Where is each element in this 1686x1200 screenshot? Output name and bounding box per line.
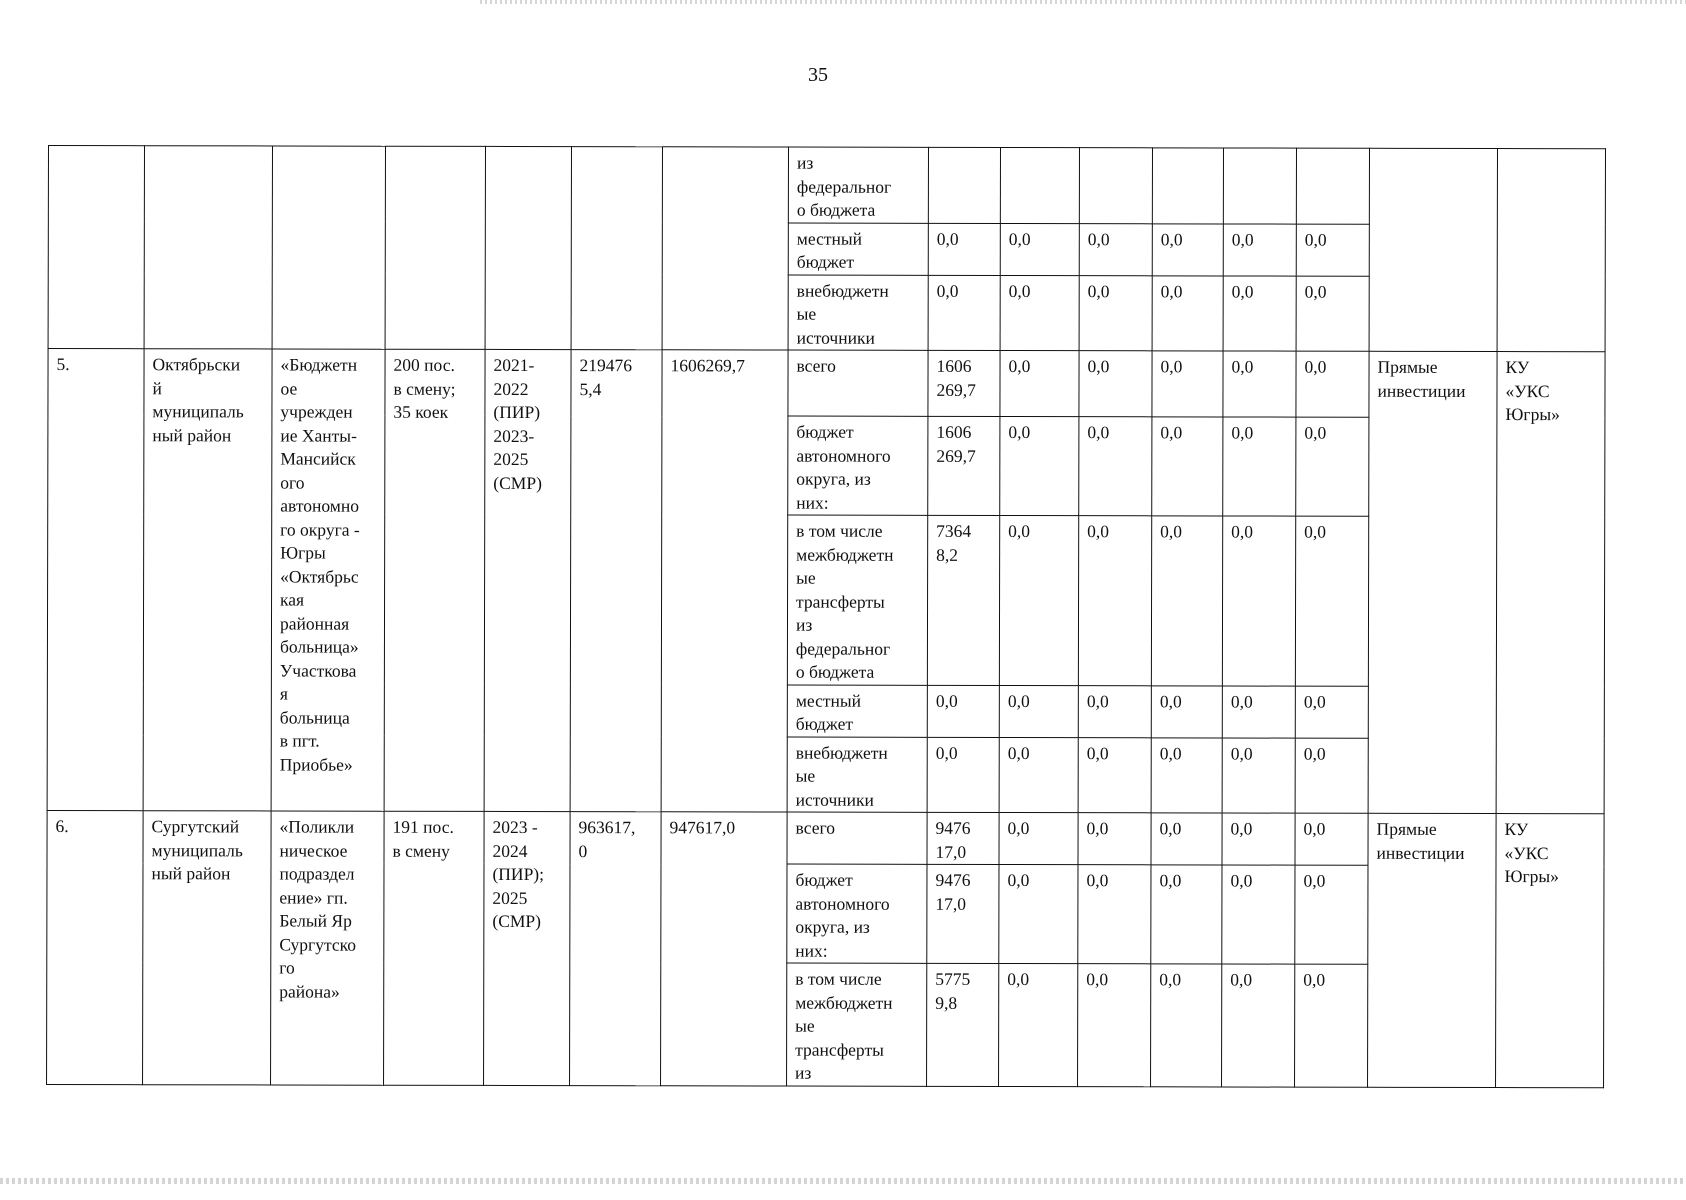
mechanism-cell-line: Прямые	[1377, 356, 1438, 377]
object-name-cell-line: Белый Яр	[279, 910, 352, 931]
amount-cell-part: 9476	[935, 817, 971, 838]
continued-empty-cell	[385, 146, 485, 349]
amount-cell: 0,0	[1223, 351, 1296, 417]
capacity-cell-line: 200 пос.	[393, 354, 455, 375]
continued-empty-cell	[48, 146, 144, 349]
continued-empty-cell	[1369, 148, 1497, 351]
customer-cell-line: «УКС	[1505, 380, 1550, 401]
remaining-cost-cell: 947617,0	[661, 812, 788, 1086]
estimated-cost-cell	[570, 812, 662, 1086]
period-cell	[484, 811, 571, 1085]
object-name-cell-line: ническое	[279, 839, 348, 861]
amount-cell	[927, 963, 999, 1086]
amount-cell: 0,0	[999, 963, 1078, 1086]
district-cell-line: Сургутский	[151, 816, 240, 837]
district-cell-line: муниципаль	[152, 401, 244, 422]
continued-empty-cell	[485, 146, 571, 349]
amount-cell: 0,0	[1078, 813, 1151, 865]
mechanism-cell	[1368, 351, 1497, 813]
object-name-cell-line: в пгт.	[279, 730, 320, 751]
capacity-cell-line: 35 коек	[393, 401, 449, 422]
remaining-cost-cell: 1606269,7	[661, 350, 788, 812]
scan-edge-top	[480, 0, 1686, 4]
continued-empty-cell	[662, 147, 788, 350]
customer-cell-line: «УКС	[1504, 842, 1549, 863]
object-name-cell-line: районная	[279, 612, 350, 634]
continued-empty-cell	[144, 146, 272, 349]
amount-cell: 0,0	[1000, 416, 1079, 515]
period-cell-line: 2021-	[493, 354, 535, 376]
funding-source-cell	[788, 416, 928, 515]
funding-source-cell-line: ые	[796, 303, 817, 324]
funding-source-cell-line: них:	[796, 492, 829, 513]
customer-cell-line: Югры»	[1505, 404, 1560, 425]
amount-cell: 0,0	[927, 737, 999, 813]
period-cell-line: 2022	[493, 378, 529, 399]
period-cell-line: (СМР)	[493, 472, 542, 493]
object-name-cell-line: ие Ханты-	[280, 424, 357, 446]
mechanism-cell-line: инвестиции	[1376, 842, 1465, 863]
table-row	[48, 146, 1605, 225]
amount-cell: 0,0	[1000, 275, 1079, 351]
period-cell-line: (ПИР)	[493, 401, 541, 423]
object-name-cell-line: больница	[279, 706, 350, 728]
amount-cell	[1152, 148, 1223, 224]
object-name-cell-line: ое	[280, 377, 298, 399]
district-cell	[143, 349, 272, 811]
amount-cell: 0,0	[1295, 813, 1368, 865]
amount-cell: 0,0	[1223, 417, 1296, 516]
funding-source-cell-line: округа, из	[796, 468, 871, 489]
amount-cell-part: 9,8	[935, 992, 958, 1013]
funding-source-cell-line: федеральног	[795, 638, 891, 659]
continued-empty-cell	[272, 146, 385, 349]
amount-cell	[928, 350, 1000, 416]
amount-cell: 0,0	[1078, 685, 1151, 737]
object-name-cell	[271, 349, 385, 811]
amount-cell: 0,0	[928, 223, 1000, 275]
estimated-cost-cell-line: 963617,	[578, 817, 636, 838]
funding-source-cell-line: бюджет	[795, 713, 854, 734]
object-name-cell-line: го округа -	[280, 518, 360, 540]
customer-cell	[1496, 814, 1605, 1088]
object-name-cell-line: Приобье»	[279, 753, 353, 775]
customer-cell-line: Югры»	[1504, 866, 1559, 887]
amount-cell: 0,0	[1151, 865, 1222, 964]
period-cell-line: 2023-	[493, 425, 535, 446]
funding-source-cell-line: из	[795, 614, 813, 635]
period-cell-line: 2025	[492, 887, 528, 908]
amount-cell: 0,0	[1151, 516, 1222, 686]
funding-source-cell-line: округа, из	[795, 916, 870, 937]
amount-cell: 0,0	[1222, 737, 1295, 813]
estimated-cost-cell-line: 0	[578, 840, 588, 861]
amount-cell: 0,0	[1079, 275, 1152, 351]
estimated-cost-cell-line: 219476	[579, 355, 633, 376]
object-name-cell-line: ого	[280, 471, 305, 493]
object-name-cell-line: Югры	[280, 542, 326, 563]
object-name-cell-line: Мансийск	[280, 448, 356, 469]
object-name-cell-line: больница»	[279, 636, 359, 657]
funding-source-cell-line: о бюджета	[795, 661, 875, 682]
amount-cell: 0,0	[1295, 865, 1368, 964]
mechanism-cell	[1368, 813, 1497, 1087]
funding-source-cell-line: автономного	[796, 445, 891, 466]
continued-empty-cell	[1497, 149, 1605, 352]
amount-cell: 0,0	[1223, 275, 1296, 351]
funding-source-cell	[787, 685, 927, 737]
row-number: 6.	[47, 810, 144, 1084]
amount-cell: 0,0	[1000, 350, 1079, 416]
funding-source-cell	[787, 864, 927, 963]
amount-cell: 0,0	[1295, 686, 1368, 738]
period-cell-line: 2024	[492, 840, 528, 861]
object-name-cell	[271, 811, 385, 1085]
amount-cell-part: 1606	[936, 355, 972, 376]
customer-cell-line: КУ	[1504, 819, 1529, 840]
amount-cell	[927, 812, 999, 864]
funding-source-cell-line: из	[795, 1062, 812, 1083]
row-number: 5.	[47, 349, 144, 811]
object-name-cell-line: «Поликли	[279, 816, 355, 837]
object-name-cell-line: я	[279, 683, 288, 704]
amount-cell	[927, 864, 999, 963]
funding-source-cell-line: ые	[796, 567, 816, 588]
estimated-cost-cell	[570, 350, 662, 812]
funding-source-cell	[788, 147, 928, 223]
amount-cell-part: 1606	[936, 421, 972, 442]
amount-cell: 0,0	[1078, 516, 1151, 686]
funding-source-cell-line: ые	[795, 1015, 815, 1036]
amount-cell: 0,0	[1151, 685, 1222, 737]
funding-source-cell-line: ые	[795, 765, 816, 786]
amount-cell: 0,0	[1152, 417, 1223, 516]
amount-cell: 0,0	[927, 685, 999, 737]
amount-cell: 0,0	[1078, 964, 1151, 1087]
amount-cell: 0,0	[1079, 223, 1152, 275]
capacity-cell-line: в смену;	[393, 378, 456, 399]
district-cell-line: Октябрьски	[152, 354, 241, 375]
amount-cell: 0,0	[1296, 224, 1369, 276]
amount-cell: 0,0	[1295, 516, 1368, 686]
amount-cell: 0,0	[999, 812, 1078, 864]
amount-cell: 0,0	[999, 515, 1078, 685]
customer-cell-line: КУ	[1505, 357, 1530, 378]
amount-cell: 0,0	[1222, 865, 1295, 964]
funding-source-cell-line: автономного	[795, 893, 890, 914]
district-cell-line: муниципаль	[151, 839, 243, 860]
funding-source-cell-line: в том числе	[796, 520, 883, 541]
funding-source-cell-line: всего	[795, 817, 835, 838]
period-cell-line: 2025	[493, 448, 529, 470]
funding-source-cell-line: источники	[796, 327, 875, 348]
amount-cell: 0,0	[1296, 351, 1369, 417]
funding-source-cell-line: федеральног	[796, 176, 892, 197]
funding-source-cell	[788, 350, 928, 416]
district-cell	[143, 811, 272, 1085]
funding-source-cell	[787, 737, 927, 813]
object-name-cell-line: кая	[280, 589, 305, 610]
amount-cell: 0,0	[1151, 737, 1222, 813]
funding-source-cell-line: местный	[796, 228, 863, 249]
amount-cell: 0,0	[928, 275, 1000, 351]
funding-source-cell-line: из	[796, 152, 814, 173]
district-cell-line: ный район	[151, 863, 231, 884]
amount-cell	[1079, 148, 1152, 224]
continued-empty-cell	[571, 147, 662, 350]
funding-source-cell-line: в том числе	[795, 968, 882, 989]
capacity-cell-line: в смену	[392, 840, 450, 861]
funding-source-cell-line: всего	[796, 355, 836, 376]
amount-cell: 0,0	[1151, 813, 1222, 865]
amount-cell: 0,0	[1000, 223, 1079, 275]
funding-source-cell-line: внебюджетн	[795, 742, 888, 763]
amount-cell: 0,0	[1222, 813, 1295, 865]
amount-cell: 0,0	[1295, 964, 1368, 1087]
capacity-cell	[384, 349, 485, 811]
amount-cell: 0,0	[999, 685, 1078, 737]
mechanism-cell-line: инвестиции	[1377, 380, 1466, 401]
amount-cell-part: 269,7	[936, 445, 976, 466]
amount-cell: 0,0	[1223, 223, 1296, 275]
period-cell-line: 2023 -	[492, 816, 538, 838]
district-cell-line: ный район	[152, 424, 232, 445]
amount-cell: 0,0	[1296, 276, 1369, 352]
funding-source-cell	[787, 812, 927, 864]
object-name-cell-line: района»	[279, 980, 340, 1002]
amount-cell: 0,0	[1222, 516, 1295, 686]
amount-cell-part: 7364	[936, 520, 972, 541]
amount-cell	[928, 416, 1000, 515]
object-name-cell-line: ение» гп.	[279, 886, 348, 908]
object-name-cell-line: «Бюджетн	[280, 354, 358, 375]
amount-cell: 0,0	[1151, 964, 1222, 1087]
amount-cell: 0,0	[1078, 737, 1151, 813]
object-name-cell-line: Участкова	[279, 659, 357, 681]
amount-cell: 0,0	[1079, 417, 1152, 516]
funding-source-cell-line: межбюджетн	[796, 544, 894, 565]
funding-source-cell-line: бюджет	[796, 251, 855, 272]
scan-edge-bottom	[0, 1178, 1686, 1184]
object-name-cell-line: Сургутско	[279, 933, 357, 955]
funding-source-cell-line: местный	[795, 690, 862, 711]
amount-cell	[1296, 148, 1369, 224]
amount-cell	[928, 147, 1000, 223]
customer-cell	[1496, 352, 1605, 814]
amount-cell	[927, 515, 999, 685]
mechanism-cell-line: Прямые	[1376, 818, 1437, 839]
page-number: 35	[808, 64, 828, 86]
funding-source-cell	[788, 275, 928, 351]
amount-cell-part: 17,0	[935, 893, 967, 914]
funding-source-cell-line: бюджет	[796, 421, 854, 442]
funding-source-cell-line: внебюджетн	[796, 280, 889, 301]
estimated-cost-cell-line: 5,4	[579, 378, 602, 399]
amount-cell-part: 8,2	[936, 544, 959, 565]
district-cell-line: й	[152, 377, 162, 398]
amount-cell: 0,0	[1078, 865, 1151, 964]
amount-cell: 0,0	[999, 737, 1078, 813]
amount-cell-part: 9476	[935, 869, 971, 890]
investment-table	[46, 145, 1606, 1088]
amount-cell: 0,0	[1296, 417, 1369, 516]
amount-cell	[1000, 147, 1079, 223]
amount-cell: 0,0	[1152, 223, 1223, 275]
amount-cell: 0,0	[1152, 351, 1223, 417]
period-cell	[484, 349, 571, 811]
funding-source-cell-line: них:	[795, 940, 828, 961]
amount-cell-part: 17,0	[935, 841, 967, 862]
funding-source-cell-line: трансферты	[796, 591, 885, 612]
funding-source-cell-line: межбюджетн	[795, 992, 893, 1013]
amount-cell-part: 5775	[935, 968, 971, 989]
period-cell-line: (СМР)	[492, 910, 542, 932]
object-name-cell-line: учрежден	[280, 401, 353, 422]
funding-source-cell-line: о бюджета	[796, 199, 876, 220]
amount-cell: 0,0	[1295, 738, 1368, 814]
amount-cell-part: 269,7	[936, 379, 976, 400]
amount-cell	[1223, 148, 1296, 224]
period-cell-line: (ПИР);	[492, 863, 545, 885]
table-row	[47, 810, 1604, 865]
funding-source-cell-line: трансферты	[795, 1039, 884, 1060]
amount-cell: 0,0	[1222, 685, 1295, 737]
capacity-cell-line: 191 пос.	[392, 816, 454, 837]
funding-source-cell-line: бюджет	[795, 869, 853, 890]
amount-cell: 0,0	[999, 864, 1078, 963]
object-name-cell-line: «Октябрьс	[280, 565, 359, 587]
funding-source-cell-line: источники	[795, 789, 874, 810]
object-name-cell-line: го	[279, 957, 295, 978]
amount-cell: 0,0	[1222, 964, 1295, 1087]
funding-source-cell	[787, 515, 927, 685]
table-body	[47, 146, 1606, 1088]
object-name-cell-line: автономно	[280, 495, 360, 516]
table-row	[48, 349, 1605, 418]
object-name-cell-line: подраздел	[279, 863, 355, 884]
amount-cell: 0,0	[1152, 275, 1223, 351]
funding-source-cell	[787, 963, 927, 1086]
funding-source-cell	[788, 223, 928, 275]
amount-cell: 0,0	[1079, 351, 1152, 417]
capacity-cell	[384, 811, 485, 1085]
